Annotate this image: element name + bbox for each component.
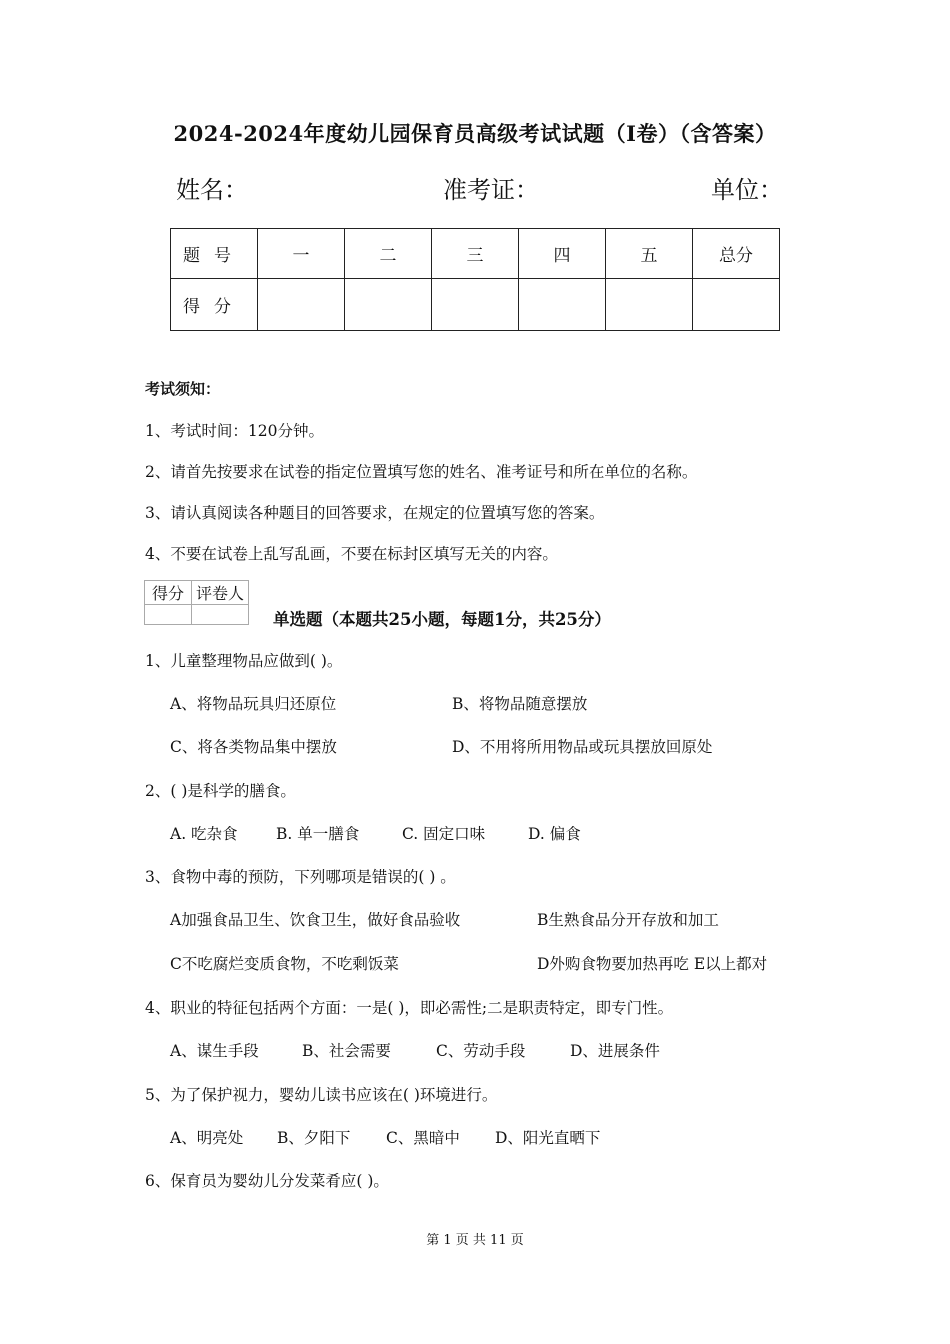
option-c: C、劳动手段 [436, 1042, 526, 1060]
column-1: 一 [258, 229, 345, 279]
option-c: C. 固定口味 [402, 825, 486, 843]
option-a: A. 吃杂食 [170, 825, 238, 843]
option-b: B、社会需要 [302, 1042, 391, 1060]
option-a: A加强食品卫生、饮食卫生，做好食品验收 [170, 911, 461, 929]
score-table [170, 228, 780, 331]
column-5: 五 [606, 229, 693, 279]
option-d: D、阳光直晒下 [495, 1129, 601, 1147]
question-stem: 4、职业的特征包括两个方面：一是( )，即必需性;二是职责特定，即专门性。 [145, 999, 674, 1017]
question-stem: 6、保育员为婴幼儿分发菜肴应( )。 [145, 1172, 389, 1190]
notice-title: 考试须知： [145, 380, 221, 398]
option-d: D、不用将所用物品或玩具摆放回原处 [452, 738, 713, 756]
question-number-label: 题号 [171, 229, 258, 279]
grader-box [144, 580, 249, 625]
question-stem: 3、食物中毒的预防，下列哪项是错误的( ) 。 [145, 868, 456, 886]
question-stem: 1、儿童整理物品应做到( )。 [145, 652, 343, 670]
notice-item: 4、不要在试卷上乱写乱画，不要在标封区填写无关的内容。 [145, 545, 558, 563]
ticket-label: 准考证： [443, 176, 539, 204]
option-a: A、明亮处 [170, 1129, 244, 1147]
option-a: A、将物品玩具归还原位 [170, 695, 337, 713]
column-2: 二 [345, 229, 432, 279]
grader-score-label: 得分 [145, 581, 192, 605]
name-label: 姓名： [176, 176, 248, 204]
grader-reviewer-label: 评卷人 [192, 581, 249, 605]
column-total: 总分 [693, 229, 780, 279]
notice-item: 1、考试时间：120分钟。 [145, 422, 324, 440]
question-stem: 2、( )是科学的膳食。 [145, 782, 296, 800]
option-b: B、夕阳下 [277, 1129, 351, 1147]
option-c: C、黑暗中 [386, 1129, 460, 1147]
option-b: B. 单一膳食 [276, 825, 360, 843]
option-b: B生熟食品分开存放和加工 [537, 911, 719, 929]
score-cell-5[interactable] [606, 279, 693, 331]
option-a: A、谋生手段 [170, 1042, 259, 1060]
score-cell-1[interactable] [258, 279, 345, 331]
option-d: D外购食物要加热再吃 E以上都对 [537, 955, 768, 973]
option-d: D、进展条件 [570, 1042, 660, 1060]
option-c: C、将各类物品集中摆放 [170, 738, 337, 756]
score-cell-3[interactable] [432, 279, 519, 331]
score-cell-2[interactable] [345, 279, 432, 331]
notice-item: 3、请认真阅读各种题目的回答要求，在规定的位置填写您的答案。 [145, 504, 605, 522]
option-c: C不吃腐烂变质食物，不吃剩饭菜 [170, 955, 399, 973]
option-d: D. 偏食 [528, 825, 581, 843]
page-footer: 第 1 页 共 11 页 [426, 1233, 524, 1248]
unit-label: 单位： [711, 176, 783, 204]
column-3: 三 [432, 229, 519, 279]
option-b: B、将物品随意摆放 [452, 695, 588, 713]
column-4: 四 [519, 229, 606, 279]
grader-reviewer-cell[interactable] [192, 605, 249, 625]
score-cell-4[interactable] [519, 279, 606, 331]
score-label: 得分 [171, 279, 258, 331]
grader-score-cell[interactable] [145, 605, 192, 625]
question-stem: 5、为了保护视力，婴幼儿读书应该在( )环境进行。 [145, 1086, 498, 1104]
notice-item: 2、请首先按要求在试卷的指定位置填写您的姓名、准考证号和所在单位的名称。 [145, 463, 698, 481]
page-title: 2024-2024年度幼儿园保育员高级考试试题（I卷）（含答案） [173, 121, 777, 146]
score-table-header-row [171, 229, 780, 279]
score-table-score-row [171, 279, 780, 331]
section-title: 单选题（本题共25小题，每题1分，共25分） [273, 610, 611, 629]
score-cell-total[interactable] [693, 279, 780, 331]
